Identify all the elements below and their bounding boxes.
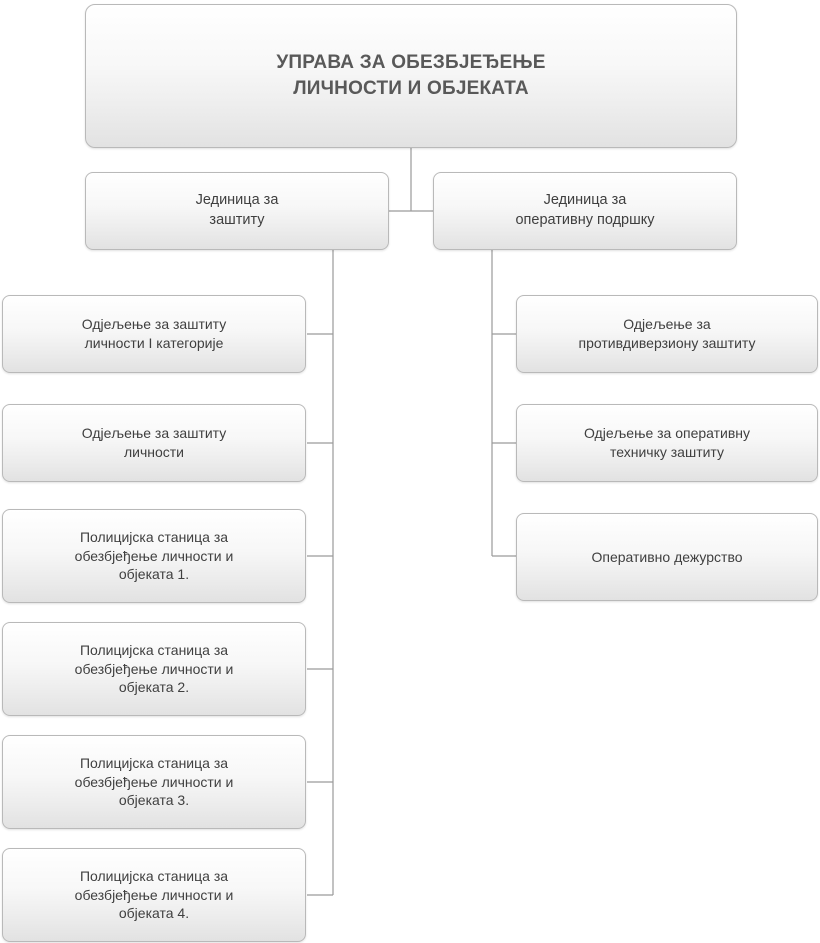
node-unit-operational-support[interactable] [433,172,737,250]
node-line2: обезбјеђење личности и [74,660,234,677]
node-line2: противдиверзиону заштиту [578,335,756,351]
node-unit-protection-line2: заштиту [209,212,265,228]
node-line2: обезбјеђење личности и [74,886,234,903]
node-operational-duty[interactable] [516,513,818,601]
node-line2: личности I категорије [84,335,224,351]
node-police-station-3[interactable] [2,735,306,829]
node-unit-operational-support-line2: оперативну подршку [515,212,655,228]
node-root-line1: УПРАВА ЗА ОБЕЗБЈЕЂЕЊЕ [276,52,546,74]
node-line3: објеката 3. [118,792,190,809]
node-unit-protection[interactable] [85,172,389,250]
node-line3: објеката 1. [118,566,190,583]
node-line2: обезбјеђење личности и [74,547,234,564]
node-line1: Одјељење за [623,316,711,333]
node-root-line2: ЛИЧНОСТИ И ОБЈЕКАТА [293,78,529,99]
node-line1: Полицијска станица за [79,528,229,545]
node-line2: личности [123,444,185,460]
node-police-station-1[interactable] [2,509,306,603]
node-dept-protection-persons[interactable] [2,404,306,482]
node-root[interactable] [85,4,737,148]
node-line1: Одјељење за оперативну [583,425,751,442]
node-line1: Оперативно дежурство [591,548,743,565]
node-unit-protection-line1: Јединица за [195,192,279,209]
node-line3: објеката 4. [118,905,190,922]
node-dept-counter-sabotage[interactable] [516,295,818,373]
node-dept-protection-persons-cat1[interactable] [2,295,306,373]
node-line1: Полицијска станица за [79,754,229,771]
node-line1: Одјељење за заштиту [81,425,227,442]
node-line2: техничку заштиту [610,444,724,460]
node-line3: објеката 2. [118,679,190,696]
node-line1: Полицијска станица за [79,641,229,658]
node-unit-operational-support-line1: Јединица за [543,192,627,209]
node-line2: обезбјеђење личности и [74,773,234,790]
node-line1: Одјељење за заштиту [81,316,227,333]
node-line1: Полицијска станица за [79,867,229,884]
node-police-station-4[interactable] [2,848,306,942]
node-dept-operational-technical[interactable] [516,404,818,482]
node-police-station-2[interactable] [2,622,306,716]
